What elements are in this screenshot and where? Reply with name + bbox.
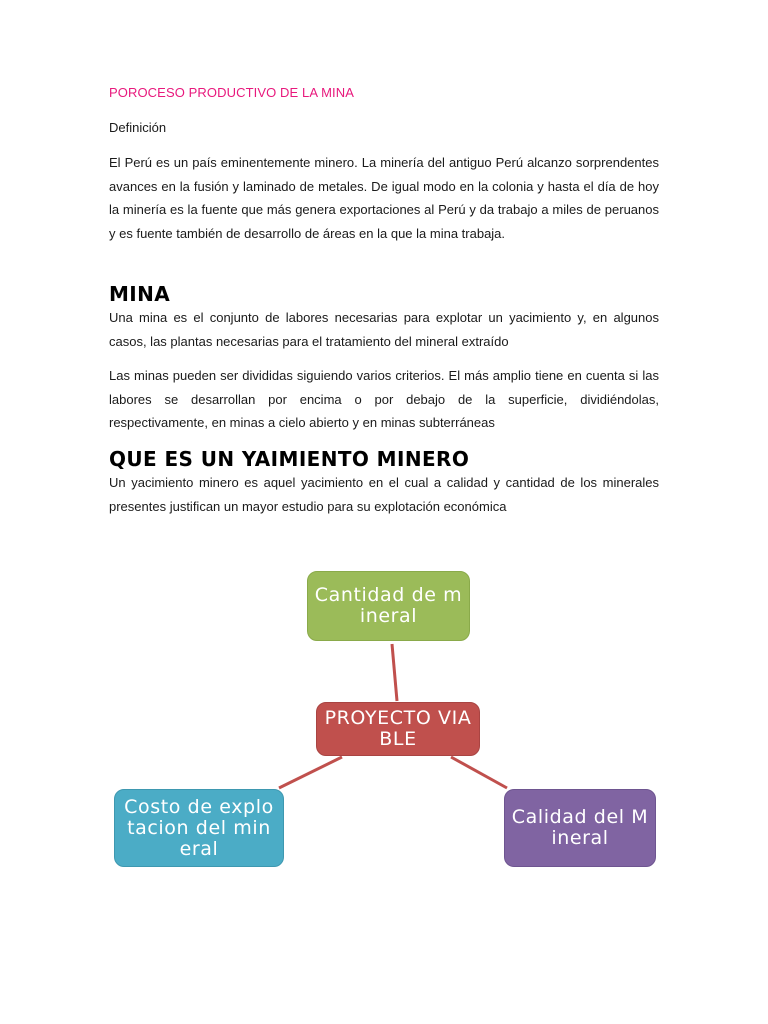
mina-paragraph-2: Las minas pueden ser divididas siguiendo varios criterios. El más amplio tiene en cuenta si las labores se desarrollan por encima o por debajo de la superficie, dividiéndolas, respectivamente, en minas a cielo abierto y en minas subterráneas — [109, 368, 659, 430]
mina-heading: MINA — [109, 282, 171, 306]
connector-top — [392, 644, 397, 701]
intro-paragraph: El Perú es un país eminentemente minero. La minería del antiguo Perú alcanzo sorprendentes avances en la fusión y laminado de metales. De igual modo en la colonia y hasta el día de hoy la minería es la fuente que más genera exportaciones al Perú y da trabajo a miles de peruanos y es fuente también de desarrollo de áreas en la que la mina trabaja. — [109, 155, 659, 241]
connector-right — [451, 757, 507, 788]
node-proyecto-viable: PROYECTO VIABLE — [316, 702, 480, 756]
definition-label: Definición — [109, 120, 167, 135]
node-costo-explotacion: Costo de explotacion del mineral — [114, 789, 284, 867]
yacimiento-paragraph: Un yacimiento minero es aquel yacimiento en el cual a calidad y cantidad de los minerales presentes justifican un mayor estudio para su explotación económica — [109, 475, 659, 514]
yacimiento-heading: QUE ES UN YAIMIENTO MINERO — [109, 447, 470, 471]
mina-paragraph-1: Una mina es el conjunto de labores necesarias para explotar un yacimiento y, en algunos casos, las plantas necesarias para el tratamiento del mineral extraído — [109, 310, 659, 349]
connector-left — [279, 757, 342, 788]
node-cantidad-mineral: Cantidad de mineral — [307, 571, 470, 641]
node-calidad-mineral: Calidad del Mineral — [504, 789, 656, 867]
document-title: POROCESO PRODUCTIVO DE LA MINA — [109, 85, 354, 100]
